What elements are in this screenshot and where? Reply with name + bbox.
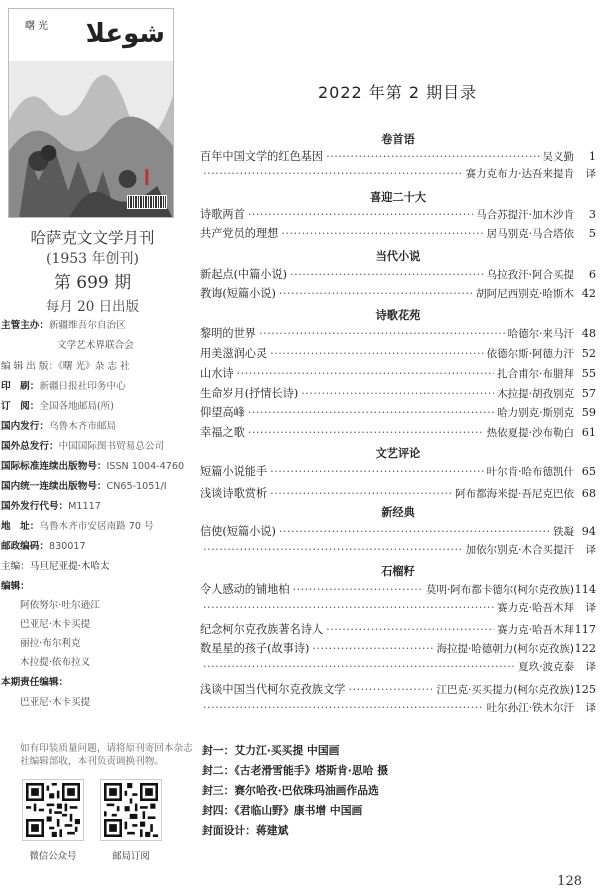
qr-pattern — [26, 783, 80, 837]
editors-label: 编辑： — [1, 581, 30, 592]
toc-section-heading: 新经典 — [381, 506, 415, 519]
publish-day: 每月 20 日出版 — [45, 299, 140, 315]
cover-note: 封一：艾力江·买买提 中国画 — [202, 744, 340, 757]
toc-entry[interactable]: 纪念柯尔克孜族著名诗人 ····· 赛力克·哈吾木拜 117 — [200, 621, 596, 637]
toc-entry[interactable]: 诗歌两首 ····· 马合苏提汗·加木沙肯 3 — [200, 206, 596, 222]
toc-section-heading: 当代小说 — [375, 250, 421, 263]
foreign-dist-line: 国外总发行：中国国际图书贸易总公司 — [1, 441, 165, 452]
toc-section-heading: 卷首语 — [381, 133, 415, 146]
chief-editor: 主编：马旦尼亚提·木哈太 — [1, 561, 110, 572]
toc-entry[interactable]: 令人感动的铺地柏 ····· 莫明·阿布都卡德尔(柯尔克孜族) 114 — [200, 581, 596, 597]
cover-note: 封三：赛尔哈孜·巴依珠玛油画作品选 — [202, 784, 379, 797]
toc-entry[interactable]: 教诲(短篇小说) ····· 胡阿尼西别克·哈斯木 42 — [200, 285, 596, 301]
toc-entry[interactable]: 浅谈诗歌赏析 ····· 阿布都海米提·吾尼克巴依 68 — [200, 485, 596, 501]
toc-entry[interactable]: 数星星的孩子(故事诗) ····· 海拉提·哈德朝力(柯尔克孜族) 122 — [200, 640, 596, 656]
cover-header — [9, 9, 173, 61]
sponsor-line-2: 文学艺术界联合会 — [57, 340, 134, 351]
magazine-name: 哈萨克文文学月刊 — [30, 229, 155, 247]
issn-line: 国际标准连续出版物号：ISSN 1004-4760 — [1, 461, 185, 472]
cover-barcode — [127, 195, 167, 209]
domestic-dist-line: 国内发行：乌鲁木齐市邮局 — [1, 421, 117, 432]
cover-uyghur-title: شوعلا — [85, 19, 165, 49]
duty-editor-label: 本期责任编辑： — [1, 677, 69, 688]
founded-year: (1953 年创刊) — [45, 251, 139, 267]
toc-entry[interactable]: 山水诗 ····· 扎合甫尔·布腊拜 55 — [200, 365, 596, 381]
magazine-cover-image — [8, 8, 174, 218]
subscription-line: 订 阅：全国各地邮局(所) — [1, 401, 115, 412]
toc-entry[interactable]: 幸福之歌 ····· 热依夏提·沙布勒白 61 — [200, 424, 596, 440]
cover-note: 封二：《古老滑雪能手》塔斯肯·思哈 摄 — [202, 764, 389, 777]
toc-entry-translator: ····· 夏玖·波克泰 译 — [200, 659, 596, 675]
toc-title: 2022 年第 2 期目录 — [318, 83, 478, 102]
toc-entry[interactable]: 百年中国文学的红色基因 ····· 吴义勤 1 — [200, 148, 596, 164]
toc-entry[interactable]: 仰望高峰 ····· 哈力别克·斯别克 59 — [200, 404, 596, 420]
toc-entry-translator: ····· 赛力克·哈吾木拜 译 — [200, 600, 596, 616]
issue-number: 第 699 期 — [53, 273, 132, 293]
toc-entry[interactable]: 黎明的世界 ····· 哈德尔·来马汗 48 — [200, 325, 596, 341]
address-line: 地 址：乌鲁木齐市安居南路 70 号 — [1, 521, 154, 532]
toc-section-heading: 喜迎二十大 — [370, 191, 426, 204]
toc-entry-translator: ····· 赛力克布力·达吾来提肯 译 — [200, 166, 596, 182]
toc-entry[interactable]: 新起点(中篇小说) ····· 乌拉孜汗·阿合买提 6 — [200, 266, 596, 282]
toc-entry-translator: ····· 加依尔别克·木合买提汗 译 — [200, 542, 596, 558]
editor-name: 丽拉·布尔利克 — [20, 638, 81, 649]
toc-section-heading: 文艺评论 — [375, 447, 421, 460]
cover-note: 封面设计：蒋建斌 — [202, 824, 289, 837]
sponsor-line: 主管主办：新疆维吾尔自治区 — [1, 320, 126, 331]
toc-entry[interactable]: 浅谈中国当代柯尔克孜族文学 ····· 江巴克·买买提力(柯尔克孜族) 125 — [200, 681, 596, 697]
foreign-code-line: 国外发行代号：M1117 — [1, 501, 101, 512]
toc-entry[interactable]: 共产党员的理想 ····· 居马别克·马合塔依 5 — [200, 225, 596, 241]
printer-line: 印 刷：新疆日报社印务中心 — [1, 381, 126, 392]
editor-name: 阿依努尔·吐尔逊江 — [20, 600, 100, 611]
editor-name: 木拉提·依布拉义 — [20, 657, 91, 668]
postcode-line: 邮政编码：830017 — [1, 541, 86, 552]
qr-caption-wechat: 微信公众号 — [29, 851, 77, 862]
toc-section-heading: 诗歌花苑 — [375, 309, 421, 322]
qr-code-wechat[interactable] — [22, 779, 84, 841]
editor-name: 巴亚尼·木卡买提 — [20, 619, 91, 630]
qr-code-postal[interactable] — [100, 779, 162, 841]
toc-entry[interactable]: 短篇小说能手 ····· 叶尔肯·哈布德凯什 65 — [200, 463, 596, 479]
duty-editor-name: 巴亚尼·木卡买提 — [20, 697, 91, 708]
toc-section-heading: 石榴籽 — [381, 565, 415, 578]
cn-line: 国内统一连续出版物号：CN65-1051/I — [1, 481, 167, 492]
cover-note: 封四：《君临山野》康书增 中国画 — [202, 804, 363, 817]
toc-entry[interactable]: 信使(短篇小说) ····· 铁凝 94 — [200, 523, 596, 539]
cover-chinese-title: 曙光 — [25, 21, 51, 32]
editor-publisher: 编 辑 出 版：《曙 光》杂 志 社 — [1, 361, 130, 372]
qr-caption-postal: 邮局订阅 — [112, 851, 150, 862]
quality-notice: 如有印装质量问题，请将原刊寄回本杂志社编辑部收，本刊负责调换刊物。 — [20, 743, 193, 767]
toc-entry[interactable]: 生命岁月(抒情长诗) ····· 木拉提·胡孜别克 57 — [200, 385, 596, 401]
qr-pattern — [104, 783, 158, 837]
toc-entry-translator: ····· 吐尔孙江·铁木尔汗 译 — [200, 700, 596, 716]
page-number: 128 — [557, 874, 582, 889]
toc-entry[interactable]: 用美滋润心灵 ····· 依德尔斯·阿德力汗 52 — [200, 345, 596, 361]
